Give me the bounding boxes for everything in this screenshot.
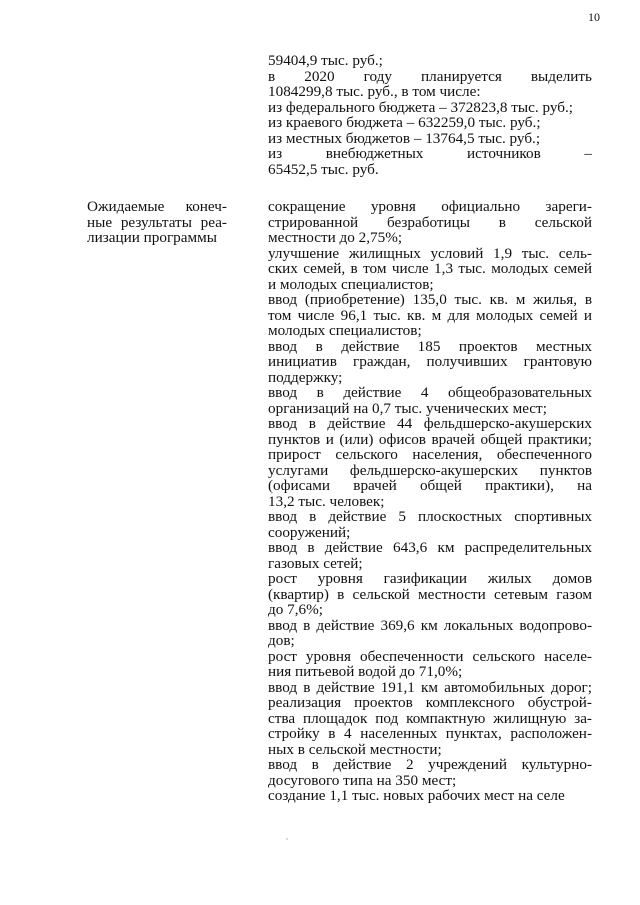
section-label-line: лизации программы <box>87 229 217 246</box>
result-line: ввод в действие 369,6 км локальных водопрово- <box>268 616 592 634</box>
result-line: ввод в действие 191,1 км автомобильных дорог; <box>268 678 592 696</box>
funding-line: 65452,5 тыс. руб. <box>268 160 379 178</box>
result-line: ввод (приобретение) 135,0 тыс. кв. м жилья, в <box>268 291 592 308</box>
result-line: рост уровня газификации жилых домов <box>268 570 592 587</box>
page-number: 10 <box>588 10 600 24</box>
funding-line: 59404,9 тыс. руб.; <box>268 52 383 69</box>
section-label <box>87 199 227 246</box>
result-line: стройку в 4 населенных пунктах, расположен- <box>268 725 592 742</box>
result-line: услугами фельдшерско-акушерских пунктов <box>268 461 592 479</box>
result-line: ных в сельской местности; <box>268 740 442 758</box>
funding-line: из внебюджетных источников – <box>268 145 592 162</box>
result-line: том числе 96,1 тыс. кв. м для молодых семей и <box>268 306 592 324</box>
result-line: поддержку; <box>268 368 343 386</box>
funding-block <box>268 53 592 177</box>
result-line: дов; <box>268 632 295 649</box>
funding-line: 1084299,8 тыс. руб., в том числе: <box>268 83 481 100</box>
section-label-line: Ожидаемые конеч- <box>87 198 227 215</box>
result-line: и молодых специалистов; <box>268 275 434 293</box>
result-line: сооружений; <box>268 523 351 541</box>
result-line: до 7,6%; <box>268 601 323 618</box>
result-line: стрированной безработицы в сельской <box>268 213 592 231</box>
result-line: улучшение жилищных условий 1,9 тыс. сель- <box>268 244 592 262</box>
result-line: создание 1,1 тыс. новых рабочих мест на селе <box>268 787 565 804</box>
result-line: ства площадок под компактную жилищную за- <box>268 709 592 727</box>
funding-line: из федерального бюджета – 372823,8 тыс. руб.; <box>268 98 573 116</box>
results-block <box>268 199 592 804</box>
funding-line: из местных бюджетов – 13764,5 тыс. руб.; <box>268 129 541 147</box>
section-label-line: ные результаты реа- <box>87 213 227 231</box>
result-line: местности до 2,75%; <box>268 229 403 246</box>
result-line: ввод в действие 643,6 км распределительных <box>268 539 592 556</box>
result-line: ввод в действие 44 фельдшерско-акушерских <box>268 415 592 432</box>
result-line: организаций на 0,7 тыс. ученических мест; <box>268 399 547 417</box>
result-line: ских семей, в том числе 1,3 тыс. молодых семей <box>268 260 592 277</box>
result-line: ввод в действие 5 плоскостных спортивных <box>268 508 592 525</box>
result-line: пунктов и (или) офисов врачей общей практики; <box>268 430 592 448</box>
funding-line: из краевого бюджета – 632259,0 тыс. руб.; <box>268 114 541 131</box>
result-line: ввод в действие 4 общеобразовательных <box>268 384 592 401</box>
result-line: реализация проектов комплексного обустрой- <box>268 694 592 711</box>
result-line: досугового типа на 350 мест; <box>268 771 457 789</box>
result-line: ввод в действие 2 учреждений культурно- <box>268 756 592 773</box>
result-line: инициатив граждан, получивших грантовую <box>268 353 592 370</box>
result-line: прирост сельского населения, обеспеченного <box>268 446 592 463</box>
result-line: ввод в действие 185 проектов местных <box>268 337 592 355</box>
result-line: молодых специалистов; <box>268 322 422 339</box>
funding-line: в 2020 году планируется выделить <box>268 67 592 85</box>
scan-speck <box>286 838 288 840</box>
result-line: (офисами врачей общей практики), на <box>268 477 592 494</box>
result-line: рост уровня обеспеченности сельского населе- <box>268 647 592 665</box>
result-line: (квартир) в сельской местности сетевым газом <box>268 585 592 603</box>
result-line: сокращение уровня официально зареги- <box>268 198 592 215</box>
result-line: 13,2 тыс. человек; <box>268 492 385 510</box>
result-line: газовых сетей; <box>268 554 363 572</box>
result-line: ния питьевой водой до 71,0%; <box>268 663 463 680</box>
